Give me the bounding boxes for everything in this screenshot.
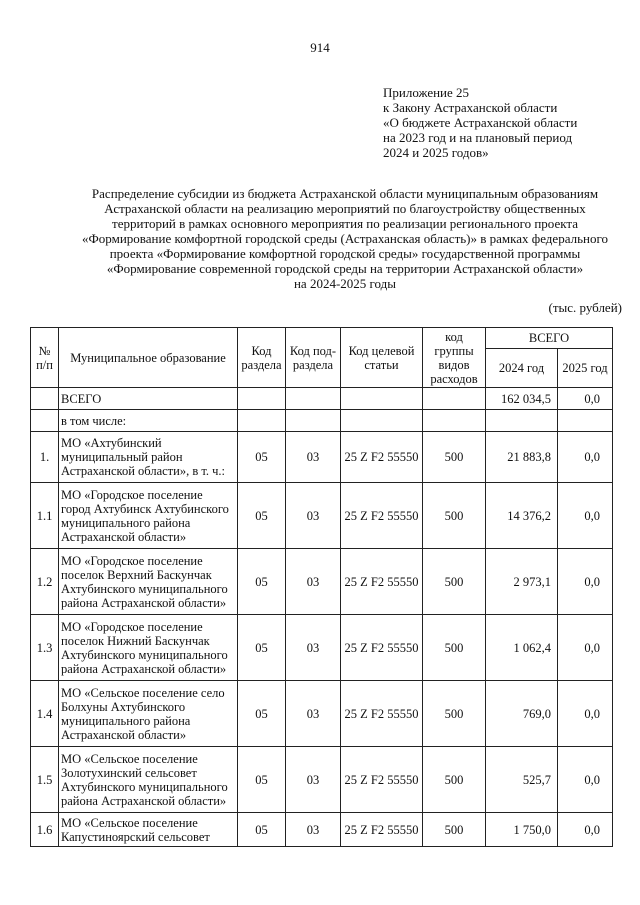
cell-subsection: 03 — [286, 615, 341, 681]
cell-municipality: МО «Городское поселение город Ахтубинск Ахтубинского муниципального района Астраханской области» — [59, 483, 238, 549]
cell-subsection — [286, 388, 341, 410]
cell-group: 500 — [423, 813, 486, 847]
units-label: (тыс. рублей) — [548, 300, 622, 315]
cell-target — [341, 410, 423, 432]
table-row — [31, 432, 613, 483]
cell-municipality: МО «Ахтубинский муниципальный район Астраханской области», в т. ч.: — [59, 432, 238, 483]
table-row — [31, 615, 613, 681]
page-number: 914 — [310, 40, 330, 55]
title-line: проекта «Формирование комфортной городской среды» государственной программы — [109, 246, 581, 261]
title-line: на 2024-2025 годы — [293, 276, 397, 291]
title-line: Распределение субсидии из бюджета Астраханской области муниципальным образованиям — [91, 186, 599, 201]
cell-2025: 0,0 — [558, 549, 613, 615]
cell-2025: 0,0 — [558, 615, 613, 681]
cell-no — [31, 388, 59, 410]
cell-group: 500 — [423, 747, 486, 813]
cell-target: 25 Z F2 55550 — [341, 747, 423, 813]
cell-group: 500 — [423, 432, 486, 483]
cell-subsection: 03 — [286, 813, 341, 847]
cell-2025: 0,0 — [558, 747, 613, 813]
cell-section: 05 — [238, 681, 286, 747]
subsidy-table — [30, 327, 613, 847]
cell-group — [423, 410, 486, 432]
cell-2025: 0,0 — [558, 483, 613, 549]
cell-2025: 0,0 — [558, 681, 613, 747]
cell-group: 500 — [423, 615, 486, 681]
cell-2024: 769,0 — [486, 681, 558, 747]
cell-subsection: 03 — [286, 549, 341, 615]
header-municipality: Муниципальное образование — [59, 328, 238, 388]
cell-group: 500 — [423, 549, 486, 615]
header-subsection-code: Код под-раздела — [286, 328, 341, 388]
cell-subsection: 03 — [286, 483, 341, 549]
appendix-line: «О бюджете Астраханской области — [383, 115, 578, 130]
table-row — [31, 813, 613, 847]
cell-subsection — [286, 410, 341, 432]
cell-no: 1.1 — [31, 483, 59, 549]
cell-section — [238, 410, 286, 432]
cell-municipality: МО «Городское поселение поселок Верхний Баскунчак Ахтубинского муниципального района Астраханской области» — [59, 549, 238, 615]
cell-no: 1. — [31, 432, 59, 483]
table-row-including — [31, 410, 613, 432]
cell-subsection: 03 — [286, 432, 341, 483]
header-no: № п/п — [31, 328, 59, 388]
cell-section — [238, 388, 286, 410]
cell-section: 05 — [238, 615, 286, 681]
cell-2024: 1 062,4 — [486, 615, 558, 681]
appendix-header — [383, 85, 623, 160]
title-line: «Формирование современной городской среды на территории Астраханской области» — [106, 261, 584, 276]
cell-target: 25 Z F2 55550 — [341, 549, 423, 615]
header-year-2025: 2025 год — [558, 349, 613, 388]
cell-2025: 0,0 — [558, 813, 613, 847]
table-row — [31, 747, 613, 813]
cell-section: 05 — [238, 813, 286, 847]
cell-group — [423, 388, 486, 410]
cell-section: 05 — [238, 432, 286, 483]
appendix-line: Приложение 25 — [383, 85, 470, 100]
cell-2024: 1 750,0 — [486, 813, 558, 847]
appendix-line: к Закону Астраханской области — [383, 100, 558, 115]
cell-municipality: МО «Сельское поселение Золотухинский сельсовет Ахтубинского муниципального района Астраханской области» — [59, 747, 238, 813]
title-line: Астраханской области на реализацию мероприятий по благоустройству общественных — [104, 201, 586, 216]
cell-section: 05 — [238, 549, 286, 615]
cell-no: 1.5 — [31, 747, 59, 813]
cell-total-2025: 0,0 — [558, 388, 613, 410]
cell-total-2024: 162 034,5 — [486, 388, 558, 410]
cell-target: 25 Z F2 55550 — [341, 615, 423, 681]
cell-2025 — [558, 410, 613, 432]
cell-no: 1.3 — [31, 615, 59, 681]
header-target-code: Код целевой статьи — [341, 328, 423, 388]
cell-no: 1.6 — [31, 813, 59, 847]
cell-group: 500 — [423, 483, 486, 549]
cell-section: 05 — [238, 747, 286, 813]
cell-2024: 21 883,8 — [486, 432, 558, 483]
document-title — [50, 186, 640, 291]
cell-total-label: ВСЕГО — [59, 388, 238, 410]
appendix-line: 2024 и 2025 годов» — [383, 145, 489, 160]
cell-2024: 2 973,1 — [486, 549, 558, 615]
cell-target: 25 Z F2 55550 — [341, 681, 423, 747]
table-row — [31, 549, 613, 615]
cell-no — [31, 410, 59, 432]
cell-target — [341, 388, 423, 410]
appendix-line: на 2023 год и на плановый период — [383, 130, 573, 145]
cell-municipality: МО «Сельское поселение Капустиноярский сельсовет — [59, 813, 238, 847]
cell-no: 1.4 — [31, 681, 59, 747]
cell-municipality: МО «Сельское поселение село Болхуны Ахтубинского муниципального района Астраханской области» — [59, 681, 238, 747]
cell-target: 25 Z F2 55550 — [341, 813, 423, 847]
cell-subsection: 03 — [286, 747, 341, 813]
cell-target: 25 Z F2 55550 — [341, 483, 423, 549]
table-row-total — [31, 388, 613, 410]
cell-2024: 525,7 — [486, 747, 558, 813]
header-year-2024: 2024 год — [486, 349, 558, 388]
cell-municipality: МО «Городское поселение поселок Нижний Баскунчак Ахтубинского муниципального района Астраханской области» — [59, 615, 238, 681]
cell-group: 500 — [423, 681, 486, 747]
table-row — [31, 483, 613, 549]
header-total: ВСЕГО — [486, 328, 613, 349]
header-section-code: Код раздела — [238, 328, 286, 388]
cell-no: 1.2 — [31, 549, 59, 615]
cell-section: 05 — [238, 483, 286, 549]
table-row — [31, 681, 613, 747]
cell-subsection: 03 — [286, 681, 341, 747]
title-line: территорий в рамках основного мероприятия по реализации регионального проекта — [112, 216, 578, 231]
header-expense-group-code: код группы видов расходов — [423, 328, 486, 388]
cell-2025: 0,0 — [558, 432, 613, 483]
title-line: «Формирование комфортной городской среды (Астраханская область)» в рамках федерального — [82, 231, 608, 246]
cell-target: 25 Z F2 55550 — [341, 432, 423, 483]
cell-2024 — [486, 410, 558, 432]
cell-including-label: в том числе: — [59, 410, 238, 432]
cell-2024: 14 376,2 — [486, 483, 558, 549]
table-header-row — [31, 328, 613, 349]
